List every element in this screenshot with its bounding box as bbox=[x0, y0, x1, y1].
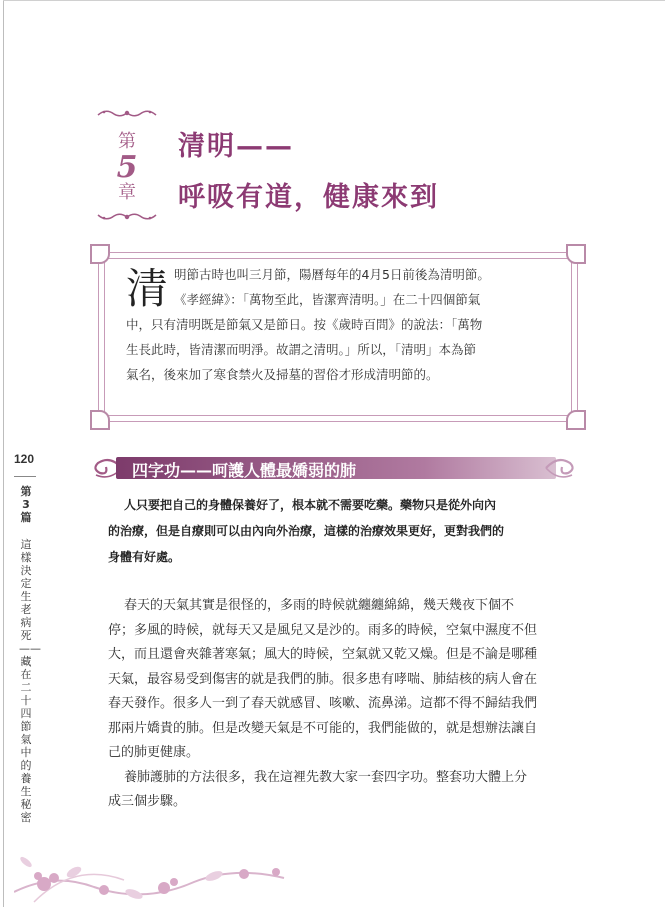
intro-line: 明節古時也叫三月節，陽曆每年的4月5日前後為清明節。 bbox=[174, 267, 490, 282]
frame-corner-icon bbox=[566, 244, 586, 264]
body-line: 成三個步驟。 bbox=[108, 794, 187, 809]
page-left-edge bbox=[3, 0, 4, 907]
bold-intro-line: 人只要把自己的身體保養好了，根本就不需要吃藥。藥物只是從外向內 bbox=[124, 498, 497, 512]
sidebar-part-label: 第3篇 bbox=[20, 485, 32, 524]
chapter-title-line1: 清明—— bbox=[178, 131, 294, 162]
chapter-label-top: 第 bbox=[118, 131, 136, 153]
body-paragraphs bbox=[108, 594, 588, 815]
floral-decoration-icon bbox=[14, 832, 294, 907]
chapter-number: 5 bbox=[116, 150, 138, 186]
page-top-edge bbox=[3, 0, 665, 1]
chapter-label-bottom: 章 bbox=[118, 181, 136, 203]
section-banner bbox=[88, 453, 580, 483]
body-line: 養肺護肺的方法很多，我在這裡先教大家一套四字功。整套功大體上分 bbox=[124, 769, 528, 785]
sidebar-book-title: 這樣決定生老病死——藏在二十四節氣中的養生秘密 bbox=[19, 538, 41, 824]
section-title: 四字功——呵護人體最嬌弱的肺 bbox=[132, 461, 357, 480]
intro-line: 《孝經緯》：「萬物至此，皆潔齊清明。」在二十四個節氣 bbox=[174, 292, 481, 307]
frame-corner-icon bbox=[566, 410, 586, 430]
chapter-ornament-top-icon bbox=[96, 106, 158, 120]
bold-intro-line: 的治療，但是自療則可以由內向外治療，這樣的治療效果更好，更對我們的 bbox=[108, 524, 505, 538]
sidebar-divider bbox=[14, 476, 36, 477]
frame-corner-icon bbox=[90, 410, 110, 430]
body-line: 停；多風的時候，就每天又是風兒又是沙的。雨多的時候，空氣中濕度不但 bbox=[108, 622, 538, 638]
intro-line: 中，只有清明既是節氣又是節日。按《歲時百問》的說法：「萬物 bbox=[126, 317, 483, 332]
body-line: 天氣，最容易受到傷害的就是我們的肺。很多患有哮喘、肺結核的病人會在 bbox=[108, 671, 538, 687]
intro-line: 生長此時，皆清潔而明淨。故謂之清明。」所以，「清明」本為節 bbox=[126, 342, 477, 357]
chapter-title-line2: 呼吸有道，健康來到 bbox=[178, 182, 439, 213]
intro-paragraph bbox=[126, 262, 554, 387]
intro-dropcap: 清 bbox=[126, 264, 169, 313]
bold-intro-line: 身體有好處。 bbox=[108, 550, 181, 564]
body-line: 春天發作。很多人一到了春天就感冒、咳嗽、流鼻涕。這都不得不歸結我們 bbox=[108, 696, 538, 711]
swirl-right-icon bbox=[540, 453, 580, 483]
chapter-number-block bbox=[108, 124, 146, 212]
body-line: 己的肺更健康。 bbox=[108, 745, 200, 760]
intro-line: 氣名，後來加了寒食禁火及掃墓的習俗才形成清明節的。 bbox=[126, 367, 439, 382]
body-line: 大，而且還會夾雜著寒氣；風大的時候，空氣就又乾又燥。但是不論是哪種 bbox=[108, 647, 538, 662]
bold-intro-paragraph bbox=[108, 492, 588, 570]
chapter-ornament-bottom-icon bbox=[96, 210, 158, 224]
body-line: 那兩片嬌貴的肺。但是改變天氣是不可能的，我們能做的，就是想辦法讓自 bbox=[108, 720, 538, 736]
body-line: 春天的天氣其實是很怪的，多雨的時候就纏纏綿綿，幾天幾夜下個不 bbox=[124, 598, 515, 613]
page-number: 120 bbox=[14, 452, 35, 466]
frame-corner-icon bbox=[90, 244, 110, 264]
